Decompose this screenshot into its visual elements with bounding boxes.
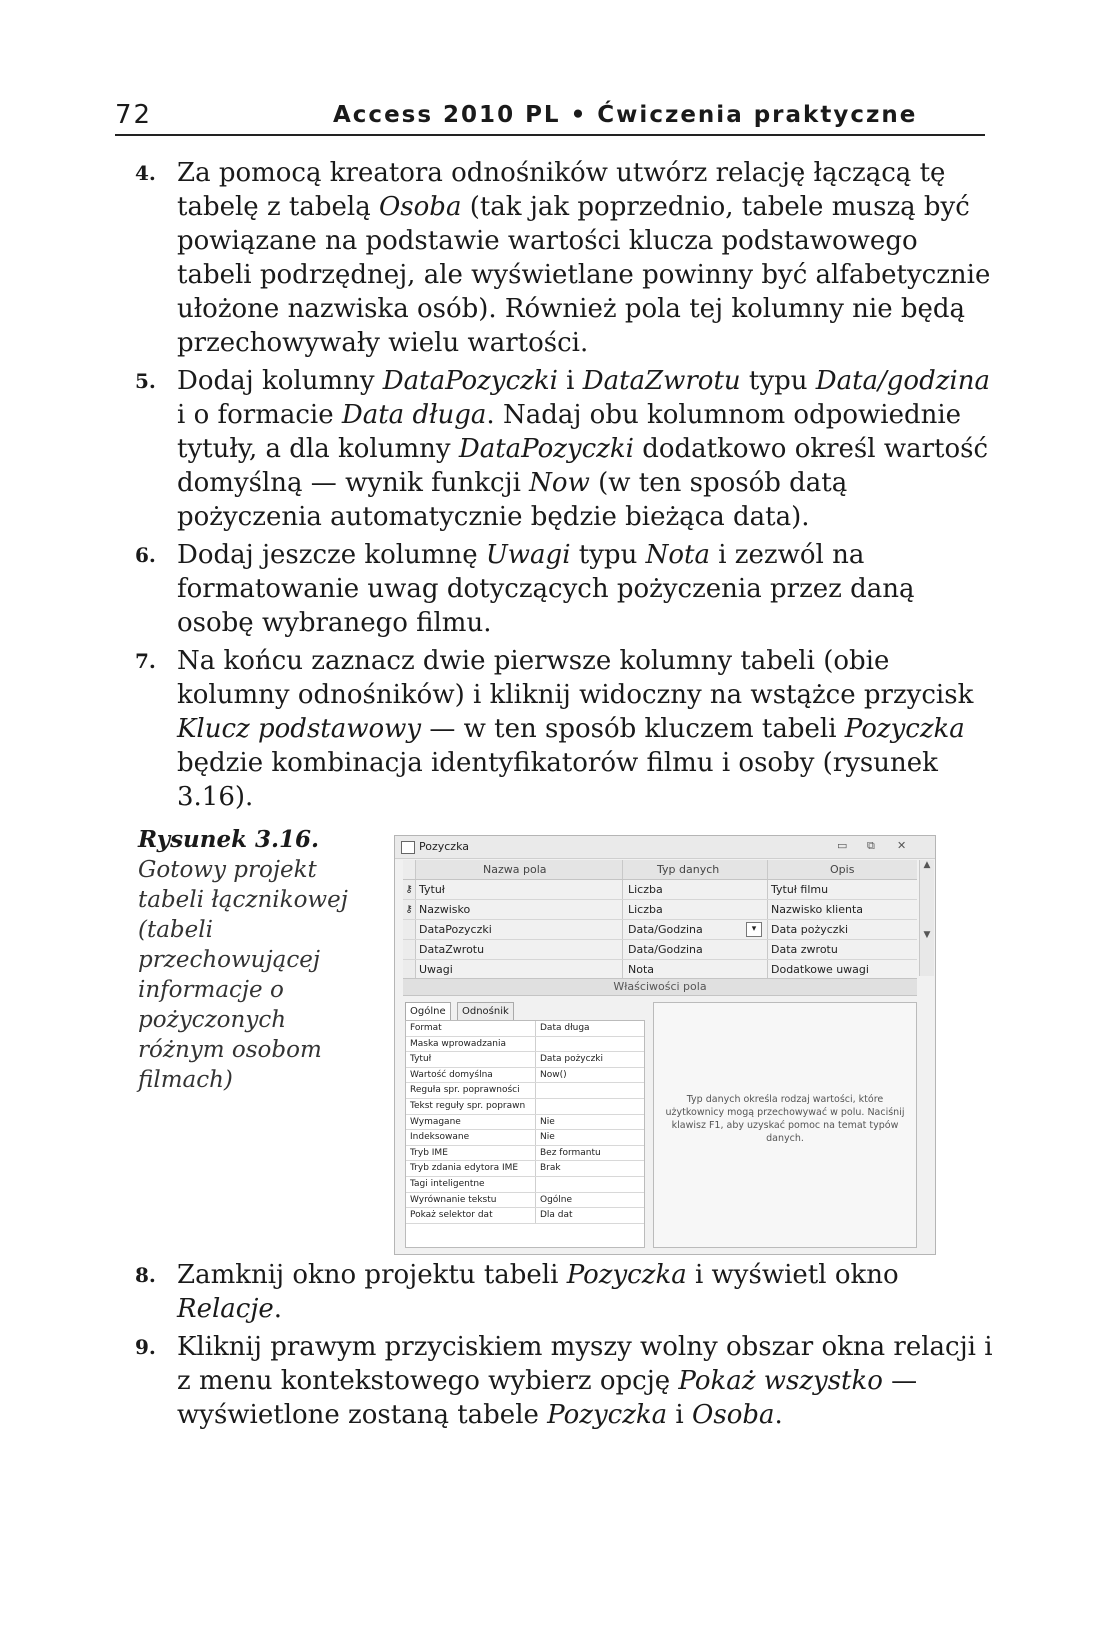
- property-value[interactable]: Brak: [540, 1163, 561, 1174]
- field-grid: [403, 860, 917, 980]
- tab-lookup[interactable]: Odnośnik: [457, 1002, 514, 1020]
- help-panel: [653, 1002, 917, 1248]
- emphasized-term: Data/godzina: [815, 366, 990, 396]
- row-selector[interactable]: [403, 920, 416, 939]
- text-run: Zamknij okno projektu tabeli: [177, 1260, 567, 1290]
- property-name: Pokaż selektor dat: [410, 1210, 493, 1221]
- emphasized-term: Nota: [645, 540, 710, 570]
- page-header: [115, 98, 985, 136]
- page-number: 72: [115, 100, 153, 130]
- description-cell[interactable]: Dodatkowe uwagi: [771, 963, 869, 976]
- emphasized-term: Osoba: [692, 1400, 775, 1430]
- property-row[interactable]: [406, 1193, 644, 1209]
- field-name-cell[interactable]: DataPozyczki: [419, 923, 492, 936]
- property-value[interactable]: Data długa: [540, 1023, 590, 1033]
- text-run: dodatkowo określ wartość domyślną — wynik funkcji: [177, 434, 989, 498]
- property-name: Maska wprowadzania: [410, 1038, 507, 1049]
- property-name: Tagi inteligentne: [410, 1178, 485, 1189]
- text-run: typu: [740, 366, 816, 396]
- list-item: [135, 1330, 995, 1432]
- emphasized-term: Pozyczka: [844, 714, 965, 744]
- emphasized-term: Pokaż wszystko: [678, 1366, 883, 1396]
- item-number: 4.: [135, 161, 156, 185]
- property-name: Tekst reguły spr. poprawn: [410, 1100, 526, 1111]
- text-run: — wyświetlone zostaną tabele: [177, 1366, 918, 1430]
- property-row[interactable]: [406, 1021, 644, 1037]
- property-row[interactable]: [406, 1052, 644, 1068]
- emphasized-term: DataPozyczki: [382, 366, 558, 396]
- field-row[interactable]: [403, 940, 917, 960]
- property-value[interactable]: Nie: [540, 1132, 555, 1143]
- emphasized-term: Relacje: [177, 1294, 274, 1324]
- data-type-cell[interactable]: Nota: [628, 963, 655, 976]
- item-text: [177, 1258, 995, 1326]
- list-item: [135, 644, 995, 814]
- emphasized-term: Uwagi: [485, 540, 571, 570]
- text-run: (w ten sposób datą pożyczenia automatycznie będzie bieżąca data).: [177, 468, 848, 532]
- list-item: [135, 538, 995, 640]
- property-row[interactable]: [406, 1130, 644, 1146]
- text-run: .: [774, 1400, 783, 1430]
- field-name-cell[interactable]: Tytuł: [419, 883, 445, 896]
- list-item: [135, 156, 995, 360]
- item-number: 9.: [135, 1335, 156, 1359]
- property-row[interactable]: [406, 1037, 644, 1053]
- description-cell[interactable]: Tytuł filmu: [771, 883, 829, 896]
- property-name: Tytuł: [410, 1054, 432, 1065]
- minimize-icon[interactable]: ▭: [837, 839, 848, 852]
- item-number: 8.: [135, 1263, 156, 1287]
- data-type-cell[interactable]: Data/Godzina: [628, 943, 703, 956]
- emphasized-term: DataZwrotu: [582, 366, 741, 396]
- property-name: Format: [410, 1023, 442, 1033]
- text-run: i o formacie: [177, 400, 342, 430]
- emphasized-term: Klucz podstawowy: [177, 714, 422, 744]
- property-name: Indeksowane: [410, 1132, 470, 1143]
- instruction-list-bottom: [135, 1258, 995, 1436]
- field-name-cell[interactable]: Nazwisko: [419, 903, 471, 916]
- figure-caption: [138, 825, 363, 1095]
- emphasized-term: Data długa: [341, 400, 487, 430]
- item-text: [177, 538, 995, 640]
- emphasized-term: Osoba: [378, 192, 462, 222]
- running-head: Access 2010 PL • Ćwiczenia praktyczne: [333, 102, 918, 128]
- grid-header-row: [403, 860, 917, 880]
- table-design-window: [394, 835, 936, 1255]
- property-name: Tryb IME: [410, 1147, 448, 1158]
- field-row[interactable]: [403, 960, 917, 980]
- row-selector[interactable]: [403, 960, 416, 979]
- item-text: [177, 156, 995, 360]
- property-row[interactable]: [406, 1161, 644, 1177]
- row-selector[interactable]: [403, 940, 416, 959]
- property-name: Wartość domyślna: [410, 1069, 493, 1080]
- text-run: i zezwól na formatowanie uwag dotyczących pożyczenia przez daną osobę wybranego filmu.: [177, 540, 915, 638]
- emphasized-term: Now: [529, 468, 590, 498]
- field-name-cell[interactable]: Uwagi: [419, 963, 453, 976]
- text-run: — w ten sposób kluczem tabeli: [421, 714, 845, 744]
- item-number: 7.: [135, 649, 156, 673]
- property-value[interactable]: Ogólne: [540, 1194, 573, 1205]
- property-row[interactable]: [406, 1083, 644, 1099]
- close-icon[interactable]: ✕: [897, 839, 907, 852]
- table-icon: [401, 841, 415, 854]
- text-run: . Nadaj obu kolumnom odpowiednie tytuły, a dla kolumny: [177, 400, 962, 464]
- list-item: [135, 364, 995, 534]
- property-row[interactable]: [406, 1068, 644, 1084]
- help-text: Typ danych określa rodzaj wartości, które użytkownicy mogą przechowywać w polu. Naciśnij klawisz F1, aby uzyskać pomoc na temat typów danych.: [665, 1094, 905, 1144]
- primary-key-icon[interactable]: ⚷: [403, 880, 416, 899]
- text-run: (tak jak poprzednio, tabele muszą być powiązane na podstawie wartości klucza podstawowego tabeli podrzędnej, ale wyświetlane powinny być alfabetycznie ułożone nazwiska osób). Również pola tej kolumny nie będą przechowywały wielu wartości.: [177, 192, 991, 358]
- property-name: Wyrównanie tekstu: [410, 1194, 497, 1205]
- text-run: .: [273, 1294, 283, 1324]
- text-run: będzie kombinacja identyfikatorów filmu i osoby (rysunek 3.16).: [177, 748, 938, 812]
- text-run: i: [667, 1400, 693, 1430]
- list-item: [135, 1258, 995, 1326]
- primary-key-icon[interactable]: ⚷: [403, 900, 416, 919]
- figure-label: Rysunek 3.16.: [138, 826, 320, 853]
- item-text: [177, 364, 995, 534]
- item-number: 6.: [135, 543, 156, 567]
- column-header-data-type[interactable]: Typ danych: [657, 863, 720, 876]
- text-run: i wyświetl okno: [686, 1260, 899, 1290]
- field-row[interactable]: [403, 900, 917, 920]
- column-header-description[interactable]: Opis: [830, 863, 855, 876]
- instruction-list-top: [135, 156, 995, 818]
- figure-caption-text: Gotowy projekt tabeli łącznikowej (tabeli przechowującej informacje o pożyczonych różnym osobom filmach): [138, 857, 348, 1093]
- property-value[interactable]: Bez formantu: [540, 1147, 601, 1158]
- property-value[interactable]: Now(): [540, 1069, 567, 1080]
- data-type-cell[interactable]: Liczba: [628, 903, 663, 916]
- property-row[interactable]: [406, 1177, 644, 1193]
- text-run: Za pomocą kreatora odnośników utwórz relację łączącą tę tabelę z tabelą: [177, 158, 946, 222]
- field-row[interactable]: [403, 920, 917, 940]
- description-cell[interactable]: Data pożyczki: [771, 923, 849, 936]
- field-properties-label: Właściwości pola: [403, 978, 917, 996]
- property-row[interactable]: [406, 1208, 644, 1224]
- properties-table: [405, 1020, 645, 1248]
- window-titlebar: [395, 836, 935, 859]
- text-run: Dodaj kolumny: [177, 366, 383, 396]
- tab-general[interactable]: Ogólne: [405, 1002, 451, 1020]
- data-type-cell[interactable]: Liczba: [628, 883, 663, 896]
- item-text: [177, 644, 995, 814]
- property-row[interactable]: [406, 1146, 644, 1162]
- description-cell[interactable]: Nazwisko klienta: [771, 903, 864, 916]
- text-run: i: [557, 366, 583, 396]
- property-value[interactable]: Dla dat: [540, 1210, 573, 1221]
- property-value[interactable]: Nie: [540, 1116, 555, 1127]
- field-row[interactable]: [403, 880, 917, 900]
- property-name: Wymagane: [410, 1116, 461, 1127]
- text-run: Dodaj jeszcze kolumnę: [177, 540, 486, 570]
- property-row[interactable]: [406, 1099, 644, 1115]
- window-title: Pozyczka: [419, 840, 469, 853]
- text-run: Kliknij prawym przyciskiem myszy wolny obszar okna relacji i z menu kontekstowego wybierz opcję: [177, 1332, 993, 1396]
- property-value[interactable]: Data pożyczki: [540, 1054, 604, 1065]
- text-run: typu: [570, 540, 646, 570]
- emphasized-term: Pozyczka: [566, 1260, 687, 1290]
- grid-scrollbar[interactable]: ▲ ▼: [919, 860, 934, 976]
- column-header-field-name[interactable]: Nazwa pola: [483, 863, 547, 876]
- property-name: Reguła spr. poprawności: [410, 1085, 520, 1096]
- property-name: Tryb zdania edytora IME: [410, 1163, 519, 1174]
- item-text: [177, 1330, 995, 1432]
- emphasized-term: DataPozyczki: [458, 434, 634, 464]
- field-name-cell[interactable]: DataZwrotu: [419, 943, 485, 956]
- property-row[interactable]: [406, 1115, 644, 1131]
- description-cell[interactable]: Data zwrotu: [771, 943, 838, 956]
- data-type-cell[interactable]: Data/Godzina: [628, 923, 703, 936]
- emphasized-term: Pozyczka: [547, 1400, 668, 1430]
- item-number: 5.: [135, 369, 156, 393]
- restore-icon[interactable]: ⧉: [867, 839, 875, 852]
- dropdown-arrow-icon[interactable]: ▾: [746, 922, 762, 937]
- text-run: Na końcu zaznacz dwie pierwsze kolumny tabeli (obie kolumny odnośników) i kliknij widoczny na wstążce przycisk: [177, 646, 974, 710]
